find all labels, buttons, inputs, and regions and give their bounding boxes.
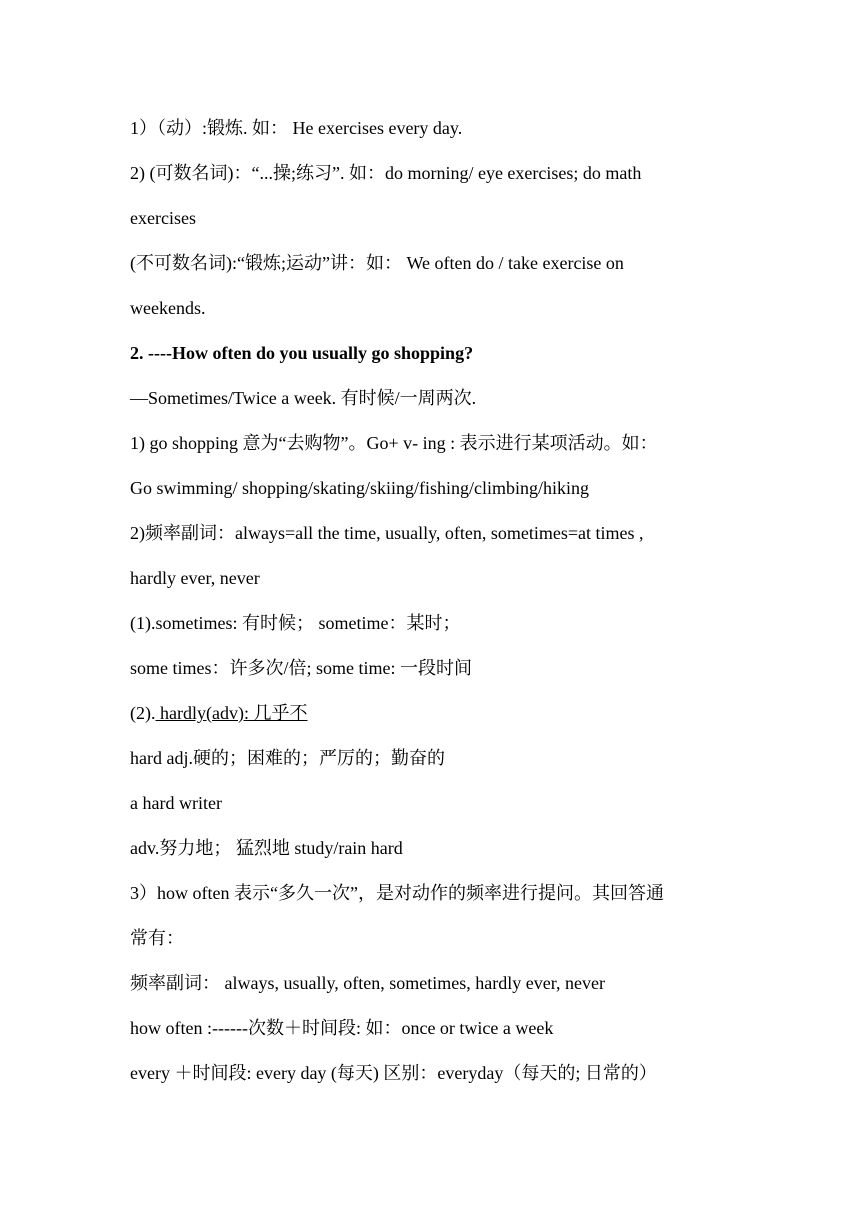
text-line-9: Go swimming/ shopping/skating/skiing/fishing/climbing/hiking [130,478,590,498]
text-line-19: 常有： [130,928,184,948]
text-line-11: hardly ever, never [130,568,260,588]
text-line-18: 3）how often 表示“多久一次”，是对动作的频率进行提问。其回答通 [130,883,664,903]
text-line-20: 频率副词： always, usually, often, sometimes, hardly ever, never [130,973,605,993]
text-line-22: every ＋时间段: every day (每天) 区别：everyday（每天的; 日常的） [130,1063,657,1083]
text-line-1: 1）（动）:锻炼. 如： He exercises every day. [130,118,463,138]
text-line-21: how often :------次数＋时间段: 如：once or twice a week [130,1018,554,1038]
text-line-16: a hard writer [130,793,222,813]
text-line-5: weekends. [130,298,206,318]
text-line-12: (1).sometimes: 有时候； sometime：某时； [130,613,461,633]
text-line-7: —Sometimes/Twice a week. 有时候/一周两次. [130,388,477,408]
section-heading: 2. ----How often do you usually go shopping? [130,343,474,363]
text-line-14 [130,695,742,740]
text-line-10: 2)频率副词：always=all the time, usually, often, sometimes=at times , [130,523,644,543]
document-body [130,110,742,1100]
text-line-4: (不可数名词):“锻炼;运动”讲：如： We often do / take exercise on [130,253,624,273]
text-line-3: exercises [130,208,196,228]
text-line-13: some times：许多次/倍; some time: 一段时间 [130,658,472,678]
underlined-phrase: hardly(adv): 几乎不 [155,703,308,723]
text-line-8: 1) go shopping 意为“去购物”。Go+ v- ing : 表示进行某项活动。如： [130,433,658,453]
text-line-17: adv.努力地； 猛烈地 study/rain hard [130,838,403,858]
item-number: (2). [130,703,156,723]
text-line-2: 2) (可数名词)：“...操;练习”. 如：do morning/ eye exercises; do math [130,163,642,183]
text-line-15: hard adj.硬的；困难的；严厉的；勤奋的 [130,748,445,768]
